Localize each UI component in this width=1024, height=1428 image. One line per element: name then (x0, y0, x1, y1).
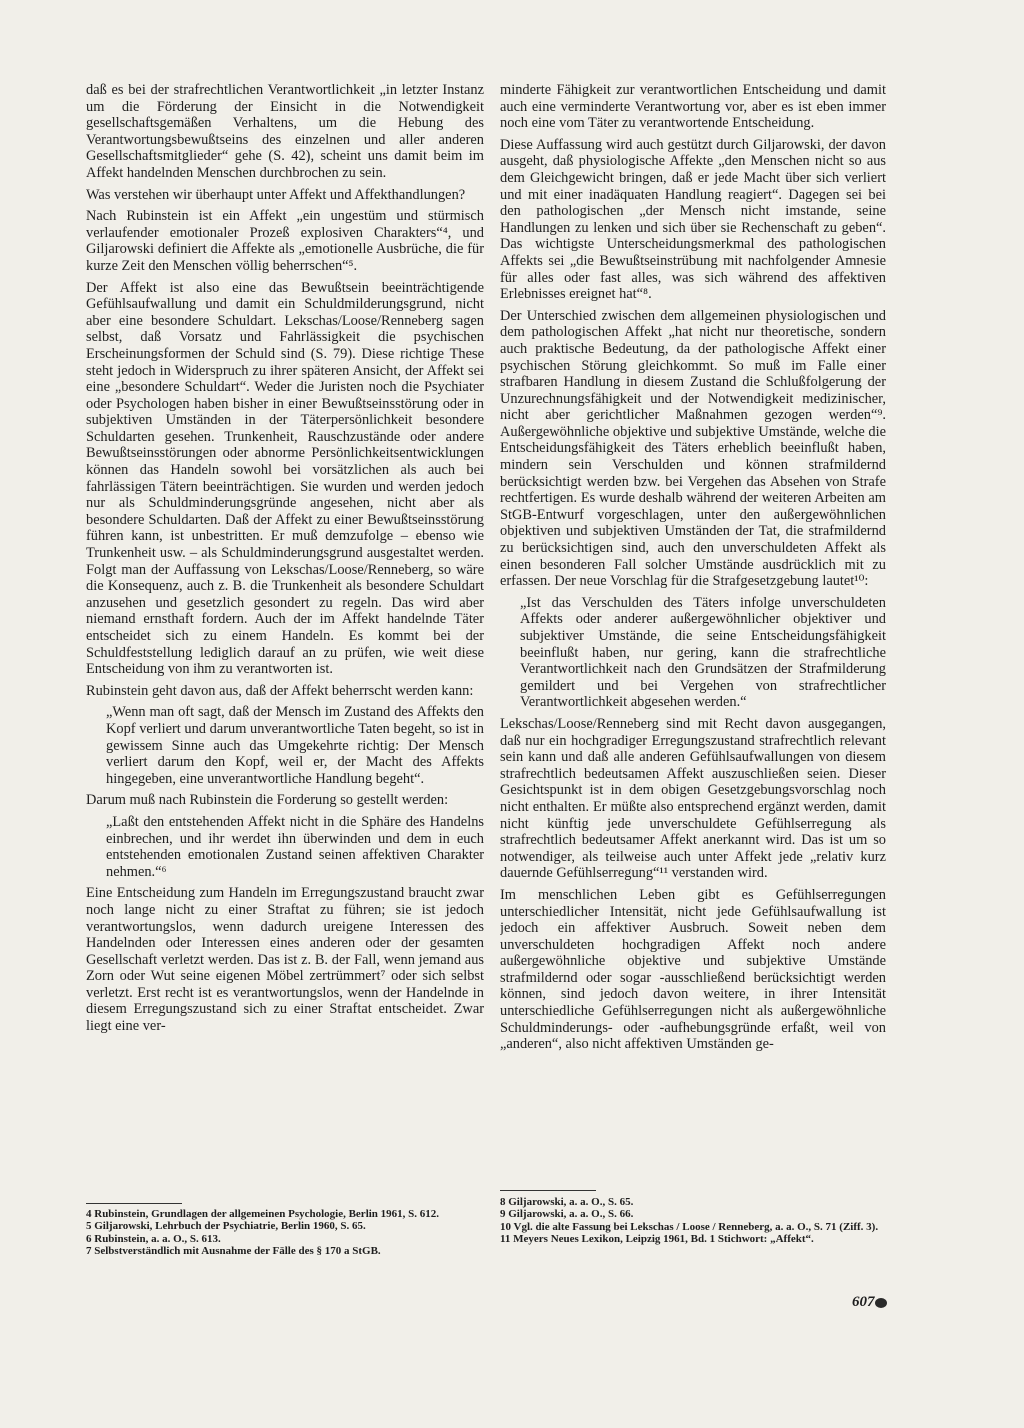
right-paragraph: Diese Auffassung wird auch gestützt durch Giljarowski, der davon ausgeht, daß physiologische Affekte „den Menschen nicht so aus dem Gleichgewicht bringen, daß er jede Macht über sich verliert und mit einer inadäquaten Handlung reagiert“. Dagegen sei bei den pathologischen „der Mensch nicht imstande, seine Handlungen zu lenken und sich über sie Rechenschaft zu geben“. Das wichtigste Unterscheidungsmerkmal des pathologischen Affekts sei „die Bewußtseinstrübung mit nachfolgender Amnesie für alles oder fast alles, was sich während des affektiven Erlebnisses ereignet hat“⁸. (500, 136, 886, 303)
left-paragraph: Darum muß nach Rubinstein die Forderung so gestellt werden: (86, 792, 449, 809)
left-paragraph: Nach Rubinstein ist ein Affekt „ein ungestüm und stürmisch verlaufender emotionaler Prozeß explosiven Charakters“⁴, und Giljarowski definiert die Affekte als „emotionelle Ausbrüche, die für kurze Zeit den Menschen völlig beherrschen“⁵. (86, 208, 484, 274)
footnote-fn5: 5 Giljarowski, Lehrbuch der Psychiatrie, Berlin 1960, S. 65. (86, 1220, 366, 1233)
footnote-rule-right (500, 1190, 596, 1191)
right-paragraph: Lekschas/Loose/Renneberg sind mit Recht davon ausgegangen, daß nur ein hochgradiger Erregungszustand strafrechtlich relevant sein kann und daß alle anderen Gefühlsaufwallungen von diesem strafrechtlich bedeutsamen Affekt auszuschließen seien. Dieser Gesichtspunkt ist in dem obigen Gesetzgebungsvorschlag noch nicht enthalten. Er müßte also entsprechend ergänzt werden, damit nicht künftig jede unverschuldete Gefühlserregung als strafrechtlich bedeutsamer Affekt anerkannt wird. Das ist um so notwendiger, als teilweise auch unter Affekt jede „relativ kurz dauernde Gefühlserregung“¹¹ verstanden wird. (500, 715, 886, 882)
footnote-fn4: 4 Rubinstein, Grundlagen der allgemeinen Psychologie, Berlin 1961, S. 612. (86, 1208, 440, 1220)
footnote-fn11: 11 Meyers Neues Lexikon, Leipzig 1961, Bd. 1 Stichwort: „Affekt“. (500, 1233, 814, 1246)
left-quote: „Laßt den entstehenden Affekt nicht in die Sphäre des Handelns einbrechen, und ihr werdet ihn überwinden und dem in euch entstehenden emotionalen Zustand seinen affektiven Charakter nehmen.“⁶ (106, 813, 484, 880)
footnote-fn6: 6 Rubinstein, a. a. O., S. 613. (86, 1232, 221, 1245)
right-paragraph: Im menschlichen Leben gibt es Gefühlserregungen unterschiedlicher Intensität, nicht jede Gefühlsaufwallung ist jedoch ein affektiver Ausbruch. Soweit neben dem unverschuldeten hochgradigen Affekt noch andere außergewöhnliche objektive und subjektive Umstände strafmildernd oder sogar -ausschließend berücksichtigt werden können, sind jedoch davon weitere, in ihrer Intensität unterschiedliche Gefühlserregungen nicht als außergewöhnliche Schuldminderungs- oder -aufhebungsgründe erfaßt, weil von „anderen“, also nicht affektiven Umständen ge- (500, 886, 886, 1053)
right-paragraph: Der Unterschied zwischen dem allgemeinen physiologischen und dem pathologischen Affekt „hat nicht nur theoretische, sondern auch praktische Bedeutung, da der pathologische Affekt einer psychischen Störung gleichkommt. So muß im Falle einer strafbaren Handlung in diesem Zustand die Schlußfolgerung der Unzurechnungsfähigkeit und der Notwendigkeit medizinischer, nicht aber gerichtlicher Maßnahmen gezogen werden“⁹. Außergewöhnliche objektive und subjektive Umstände, welche die Entscheidungsfähigkeit des Täters erheblich beeinflußt haben, mindern sein Verschulden und können strafmildernd berücksichtigt werden bzw. bei Vergehen das Absehen von Strafe rechtfertigen. Es wurde deshalb während der weiteren Arbeiten am StGB-Entwurf vorgeschlagen, unter den außergewöhnlichen objektiven und subjektiven Umständen der Tat, die strafmildernd zu berücksichtigen sind, auch den unverschuldeten Affekt als einen besonderen Fall solcher Umstände ausdrücklich mit zu erfassen. Der neue Vorschlag für die Strafgesetzgebung lautet¹⁰: (500, 307, 886, 590)
footnote-fn8: 8 Giljarowski, a. a. O., S. 65. (500, 1196, 634, 1208)
left-paragraph: Rubinstein geht davon aus, daß der Affekt beherrscht werden kann: (86, 682, 474, 699)
footnote-fn10: 10 Vgl. die alte Fassung bei Lekschas / Loose / Renneberg, a. a. O., S. 71 (Ziff. 3). (500, 1220, 879, 1233)
left-paragraph: Eine Entscheidung zum Handeln im Erregungszustand braucht zwar noch lange nicht zu einer Straftat zu führen; sie ist jedoch verantwortungslos, wenn dadurch ureigene Interessen des Handelnden oder Interessen eines anderen oder der gesamten Gesellschaft verletzt werden. Das ist z. B. der Fall, wenn jemand aus Zorn oder Wut seine eigenen Möbel zertrümmert⁷ oder sich selbst verletzt. Erst recht ist es verantwortungslos, wenn der Handelnde in diesem Erregungszustand sich zu einer Straftat entscheidet. Zwar liegt eine ver- (86, 885, 484, 1035)
ink-blot-icon (873, 1295, 889, 1311)
footnotes-left (86, 1208, 484, 1258)
left-quote: „Wenn man oft sagt, daß der Mensch im Zustand des Affekts den Kopf verliert und darum unverantwortliche Taten begeht, so ist in gewissem Sinne auch das Umgekehrte richtig: Der Mensch verliert darum den Kopf, weil er, der Macht des Affekts hingegeben, eine unverantwortliche Handlung begeht“. (106, 704, 484, 787)
footnotes-right (500, 1196, 886, 1246)
footnote-fn9: 9 Giljarowski, a. a. O., S. 66. (500, 1208, 634, 1221)
left-paragraph: daß es bei der strafrechtlichen Verantwortlichkeit „in letzter Instanz um die Förderung der Einsicht in die Notwendigkeit gesellschaftsgemäßen Verhaltens, um die Hebung des Verantwortungsbewußtseins des einzelnen und aller anderen Gesellschaftsmitglieder“ gehe (S. 42), scheint uns damit beim im Affekt handelnden Menschen durchbrochen zu sein. (86, 82, 484, 181)
left-paragraph: Was verstehen wir überhaupt unter Affekt und Affekthandlungen? (86, 186, 466, 203)
left-paragraph: Der Affekt ist also eine das Bewußtsein beeinträchtigende Gefühlsaufwallung und damit ein Schuldmilderungsgrund, nicht aber eine besondere Schuldart. Lekschas/Loose/Renneberg sagen selbst, daß Vorsatz und Fahrlässigkeit die psychischen Erscheinungsformen der Schuld sind (S. 79). Diese richtige These steht jedoch in Widerspruch zu ihrer späteren Ansicht, der Affekt sei eine „besondere Schuldart“. Weder die Juristen noch die Psychiater oder Psychologen haben bisher in einer Bewußtseinsstörung oder in subjektiven Umständen in der Täterpersönlichkeit besondere Schuldarten gesehen. Trunkenheit, Rauschzustände oder andere Bewußtseinsstörungen oder abnorme Persönlichkeitsentwicklungen können das Handeln sowohl bei vorsätzlichen als auch bei fahrlässigen Tätern beeinträchtigen. Sie wurden und werden jedoch nur als Schuldminderungsgründe angesehen, nicht aber als besondere Schuldarten. Daß der Affekt zu einer Bewußtseinsstörung führen kann, ist unbestritten. Er muß demzufolge – ebenso wie Trunkenheit usw. – als Schuldminderungsgrund ausgestaltet werden. Folgt man der Auffassung von Lekschas/Loose/Renneberg, so wäre die Konsequenz, auch z. B. die Trunkenheit als besondere Schuldart anzusehen und gesetzlich gesondert zu regeln. Das wird aber niemand ernsthaft fordern. Auch der im Affekt handelnde Täter entscheidet sich zu einem Handeln. Es kommt bei der Schuldfeststellung lediglich darauf an zu prüfen, wie weit diese Entscheidung von ihm zu verantworten ist. (86, 279, 484, 678)
page-number: 607 (852, 1294, 875, 1310)
right-column (500, 82, 886, 1192)
right-paragraph: minderte Fähigkeit zur verantwortlichen Entscheidung und damit auch eine verminderte Verantwortung vor, aber es ist eben immer noch eine vom Täter zu verantwortende Entscheidung. (500, 82, 886, 132)
left-column (86, 82, 484, 1192)
footnote-rule-left (86, 1203, 182, 1204)
footnote-fn7: 7 Selbstverständlich mit Ausnahme der Fälle des § 170 a StGB. (86, 1245, 381, 1258)
right-quote: „Ist das Verschulden des Täters infolge unverschuldeten Affekts oder anderer außergewöhnlicher objektiver und subjektiver Umstände, die seine Entscheidungsfähigkeit beeinflußt haben, nur gering, kann die strafrechtliche Verantwortlichkeit nach den Grundsätzen der Strafmilderung gemildert und bei Vergehen von strafrechtlicher Verantwortlichkeit abgesehen werden.“ (520, 594, 886, 711)
